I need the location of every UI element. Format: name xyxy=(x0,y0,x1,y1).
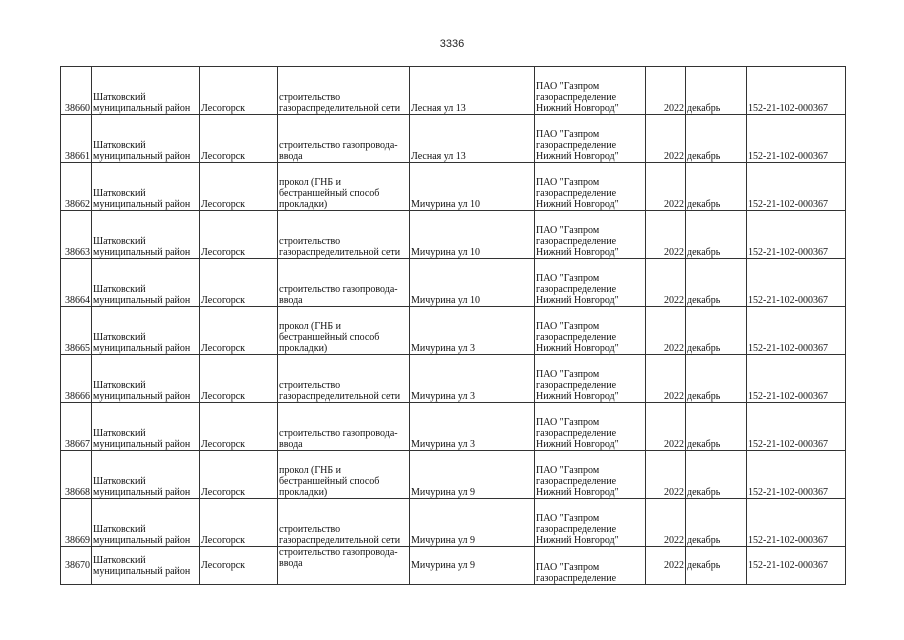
district-cell: Шатковский муниципальный район xyxy=(92,547,200,585)
table-row xyxy=(61,307,846,355)
work-type-cell: строительство газопровода-ввода xyxy=(278,115,410,163)
organization-cell: ПАО "Газпром газораспределение Нижний Новгород" xyxy=(535,403,646,451)
organization-cell: ПАО "Газпром газораспределение Нижний Новгород" xyxy=(535,307,646,355)
work-type-cell: прокол (ГНБ и бестраншейный способ прокладки) xyxy=(278,307,410,355)
row-number: 38662 xyxy=(61,163,92,211)
organization-cell: ПАО "Газпром газораспределение Нижний Новгород" xyxy=(535,499,646,547)
district-cell: Шатковский муниципальный район xyxy=(92,499,200,547)
row-number: 38668 xyxy=(61,451,92,499)
district-cell: Шатковский муниципальный район xyxy=(92,67,200,115)
district-cell: Шатковский муниципальный район xyxy=(92,403,200,451)
month-cell: декабрь xyxy=(686,163,747,211)
work-type-cell: строительство газопровода-ввода xyxy=(278,259,410,307)
page-number: 3336 xyxy=(439,38,465,50)
table-row xyxy=(61,403,846,451)
district-cell: Шатковский муниципальный район xyxy=(92,451,200,499)
organization-cell: ПАО "Газпром газораспределение Нижний Новгород" xyxy=(535,355,646,403)
organization-cell: ПАО "Газпром газораспределение Нижний Новгород" xyxy=(535,451,646,499)
year-cell: 2022 xyxy=(646,67,686,115)
month-cell: декабрь xyxy=(686,115,747,163)
district-cell: Шатковский муниципальный район xyxy=(92,211,200,259)
district-cell: Шатковский муниципальный район xyxy=(92,355,200,403)
row-number: 38664 xyxy=(61,259,92,307)
code-cell: 152-21-102-000367 xyxy=(747,499,846,547)
row-number: 38663 xyxy=(61,211,92,259)
organization-cell: ПАО "Газпром газораспределение Нижний Новгород" xyxy=(535,67,646,115)
work-type-cell: прокол (ГНБ и бестраншейный способ прокладки) xyxy=(278,451,410,499)
table-row xyxy=(61,163,846,211)
register-body xyxy=(61,67,846,585)
year-cell: 2022 xyxy=(646,259,686,307)
locality-cell: Лесогорск xyxy=(200,403,278,451)
row-number: 38667 xyxy=(61,403,92,451)
address-cell: Мичурина ул 10 xyxy=(410,259,535,307)
row-number: 38665 xyxy=(61,307,92,355)
work-type-cell: строительство газораспределительной сети xyxy=(278,67,410,115)
organization-cell: ПАО "Газпром газораспределение Нижний Новгород" xyxy=(535,115,646,163)
table-row xyxy=(61,451,846,499)
organization-cell: ПАО "Газпром газораспределение Нижний Новгород" xyxy=(535,259,646,307)
address-cell: Мичурина ул 3 xyxy=(410,307,535,355)
year-cell: 2022 xyxy=(646,115,686,163)
locality-cell: Лесогорск xyxy=(200,67,278,115)
row-number: 38669 xyxy=(61,499,92,547)
locality-cell: Лесогорск xyxy=(200,499,278,547)
address-cell: Мичурина ул 9 xyxy=(410,547,535,585)
month-cell: декабрь xyxy=(686,499,747,547)
row-number: 38660 xyxy=(61,67,92,115)
locality-cell: Лесогорск xyxy=(200,451,278,499)
district-cell: Шатковский муниципальный район xyxy=(92,307,200,355)
table-row xyxy=(61,355,846,403)
code-cell: 152-21-102-000367 xyxy=(747,115,846,163)
table-row xyxy=(61,67,846,115)
year-cell: 2022 xyxy=(646,307,686,355)
code-cell: 152-21-102-000367 xyxy=(747,211,846,259)
table-row xyxy=(61,547,846,585)
address-cell: Мичурина ул 10 xyxy=(410,163,535,211)
month-cell: декабрь xyxy=(686,355,747,403)
year-cell: 2022 xyxy=(646,499,686,547)
work-type-cell: строительство газопровода-ввода xyxy=(278,403,410,451)
code-cell: 152-21-102-000367 xyxy=(747,307,846,355)
organization-cell: ПАО "Газпром газораспределение Нижний Новгород" xyxy=(535,211,646,259)
month-cell: декабрь xyxy=(686,547,747,585)
address-cell: Мичурина ул 3 xyxy=(410,355,535,403)
month-cell: декабрь xyxy=(686,211,747,259)
address-cell: Мичурина ул 9 xyxy=(410,451,535,499)
row-number: 38666 xyxy=(61,355,92,403)
organization-cell: ПАО "Газпром газораспределение Нижний Новгород" xyxy=(535,163,646,211)
row-number: 38670 xyxy=(61,547,92,585)
month-cell: декабрь xyxy=(686,403,747,451)
address-cell: Лесная ул 13 xyxy=(410,67,535,115)
locality-cell: Лесогорск xyxy=(200,547,278,585)
address-cell: Мичурина ул 10 xyxy=(410,211,535,259)
year-cell: 2022 xyxy=(646,355,686,403)
address-cell: Мичурина ул 9 xyxy=(410,499,535,547)
table-row xyxy=(61,259,846,307)
month-cell: декабрь xyxy=(686,451,747,499)
locality-cell: Лесогорск xyxy=(200,211,278,259)
row-number: 38661 xyxy=(61,115,92,163)
year-cell: 2022 xyxy=(646,211,686,259)
locality-cell: Лесогорск xyxy=(200,115,278,163)
work-type-cell: строительство газораспределительной сети xyxy=(278,355,410,403)
locality-cell: Лесогорск xyxy=(200,259,278,307)
locality-cell: Лесогорск xyxy=(200,307,278,355)
month-cell: декабрь xyxy=(686,307,747,355)
code-cell: 152-21-102-000367 xyxy=(747,403,846,451)
code-cell: 152-21-102-000367 xyxy=(747,451,846,499)
register-table xyxy=(60,66,846,585)
year-cell: 2022 xyxy=(646,403,686,451)
address-cell: Мичурина ул 3 xyxy=(410,403,535,451)
address-cell: Лесная ул 13 xyxy=(410,115,535,163)
year-cell: 2022 xyxy=(646,451,686,499)
work-type-cell: строительство газораспределительной сети xyxy=(278,211,410,259)
locality-cell: Лесогорск xyxy=(200,163,278,211)
table-row xyxy=(61,499,846,547)
month-cell: декабрь xyxy=(686,259,747,307)
district-cell: Шатковский муниципальный район xyxy=(92,259,200,307)
code-cell: 152-21-102-000367 xyxy=(747,67,846,115)
work-type-cell: прокол (ГНБ и бестраншейный способ прокладки) xyxy=(278,163,410,211)
work-type-cell: строительство газораспределительной сети xyxy=(278,499,410,547)
organization-cell: ПАО "Газпром газораспределение xyxy=(535,547,646,585)
table-row xyxy=(61,115,846,163)
district-cell: Шатковский муниципальный район xyxy=(92,163,200,211)
year-cell: 2022 xyxy=(646,547,686,585)
year-cell: 2022 xyxy=(646,163,686,211)
table-row xyxy=(61,211,846,259)
code-cell: 152-21-102-000367 xyxy=(747,355,846,403)
code-cell: 152-21-102-000367 xyxy=(747,547,846,585)
code-cell: 152-21-102-000367 xyxy=(747,259,846,307)
work-type-cell: строительство газопровода-ввода xyxy=(278,547,410,585)
code-cell: 152-21-102-000367 xyxy=(747,163,846,211)
locality-cell: Лесогорск xyxy=(200,355,278,403)
month-cell: декабрь xyxy=(686,67,747,115)
district-cell: Шатковский муниципальный район xyxy=(92,115,200,163)
